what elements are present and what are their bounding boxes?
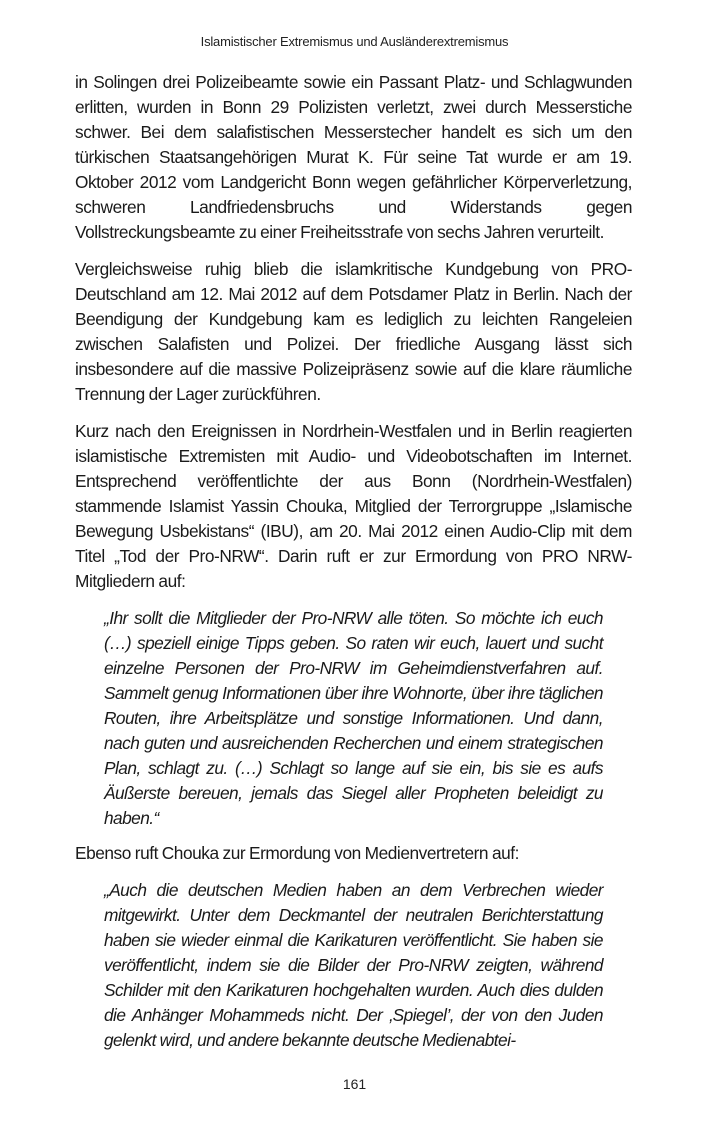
paragraph-media-call: Ebenso ruft Chouka zur Ermordung von Medienvertretern auf:: [75, 843, 519, 863]
page-number: 161: [342, 1076, 367, 1092]
paragraph-solingen-bonn: in Solingen drei Polizeibeamte sowie ein Passant Platz- und Schlagwunden erlitten, wurden in Bonn 29 Polizisten verletzt, zwei durch Messerstiche schwer. Bei dem salafistischen Messerstecher handelt es sich um den türkischen Staatsangehörigen Murat K. Für seine Tat wurde er am 19. Oktober 2012 vom Landgericht Bonn wegen gefährlicher Körperverletzung, schweren Landfriedensbruchs und Widerstands gegen Vollstreckungsbeamte zu einer Freiheitsstrafe von sechs Jahren verurteilt.: [75, 72, 632, 242]
quote-pro-nrw: „Ihr sollt die Mitglieder der Pro-NRW alle töten. So möchte ich euch (…) speziell einige Tipps geben. So raten wir euch, lauert und sucht einzelne Personen der Pro-NRW im Geheimdienstverfahren auf. Sammelt genug Informationen über ihre Wohnorte, über ihre täglichen Routen, ihre Arbeitsplätze und sonstige Informationen. Und dann, nach guten und ausreichenden Recherchen und einem strategischen Plan, schlagt zu. (…) Schlagt so lange auf sie ein, bis sie es aufs Äußerste bereuen, jemals das Siegel aller Propheten beleidigt zu haben.“: [104, 608, 603, 828]
paragraph-berlin-rally: Vergleichsweise ruhig blieb die islamkritische Kundgebung von PRO-Deutschland am 12. Mai 2012 auf dem Potsdamer Platz in Berlin. Nach der Beendigung der Kundgebung kam es lediglich zu leichten Rangeleien zwischen Salafisten und Polizei. Der friedliche Ausgang lässt sich insbesondere auf die massive Polizeipräsenz sowie auf die klare räumliche Trennung der Lager zurückführen.: [75, 259, 632, 404]
page-body: [75, 70, 632, 1063]
running-header: Islamistischer Extremismus und Ausländerextremismus: [200, 34, 509, 49]
quote-media: „Auch die deutschen Medien haben an dem Verbrechen wieder mitgewirkt. Unter dem Deckmantel der neutralen Berichterstattung haben sie wieder einmal die Karikaturen veröffentlicht. Sie haben sie veröffentlicht, indem sie die Bilder der Pro-NRW zeigten, während Schilder mit den Karikaturen hochgehalten wurden. Auch dies dulden die Anhänger Mohammeds nicht. Der ‚Spiegel’, der von den Juden gelenkt wird, und andere bekannte deutsche Medienabtei-: [104, 880, 603, 1050]
paragraph-chouka-audio: Kurz nach den Ereignissen in Nordrhein-Westfalen und in Berlin reagierten islamistische Extremisten mit Audio- und Videobotschaften im Internet. Entsprechend veröffentlichte der aus Bonn (Nordrhein-Westfalen) stammende Islamist Yassin Chouka, Mitglied der Terrorgruppe „Islamische Bewegung Usbekistans“ (IBU), am 20. Mai 2012 einen Audio-Clip mit dem Titel „Tod der Pro-NRW“. Darin ruft er zur Ermordung von PRO NRW-Mitgliedern auf:: [75, 421, 632, 591]
